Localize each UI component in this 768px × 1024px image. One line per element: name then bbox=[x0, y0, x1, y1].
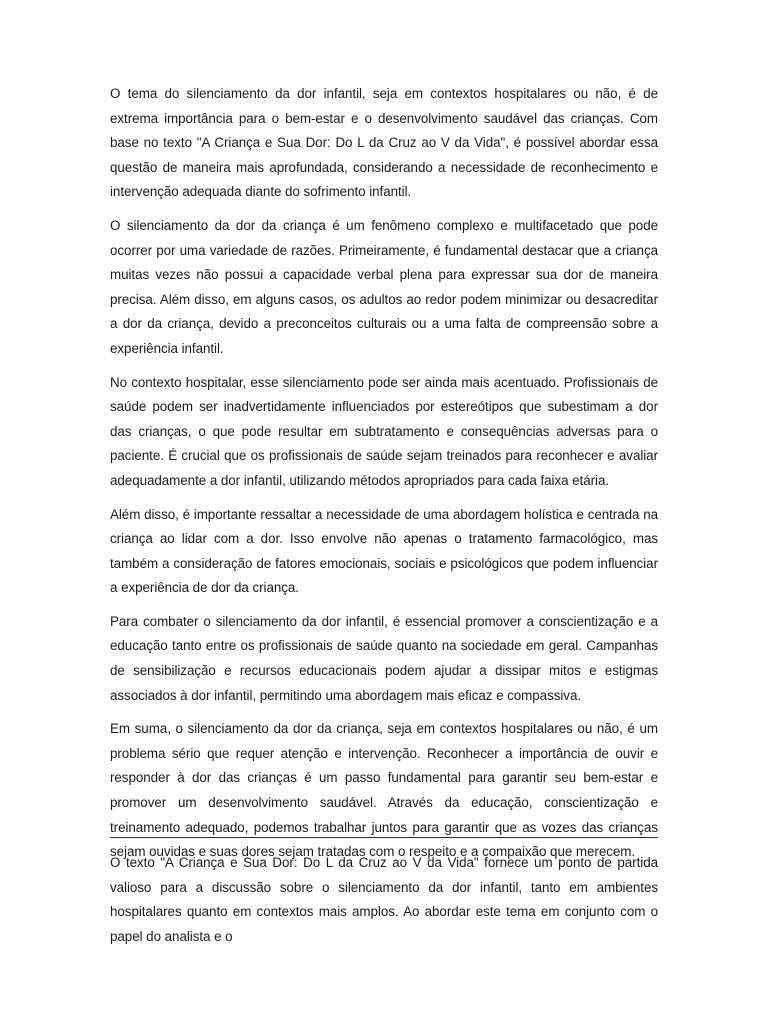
paragraph-continuation: O texto "A Criança e Sua Dor: Do L da Cruz ao V da Vida" fornece um ponto de partida valioso para a discussão sobre o silenciamento da dor infantil, tanto em ambientes hospitalares quanto em contextos mais amplos. Ao abordar este tema em conjunto com o papel do analista e o bbox=[110, 855, 658, 944]
continuation-body bbox=[110, 851, 658, 958]
paragraph-2: O silenciamento da dor da criança é um fenômeno complexo e multifacetado que pode ocorrer por uma variedade de razões. Primeiramente, é fundamental destacar que a criança muitas vezes não possui a capacidade verbal plena para expressar sua dor de maneira precisa. Além disso, em alguns casos, os adultos ao redor podem minimizar ou desacreditar a dor da criança, devido a preconceitos culturais ou a uma falta de compreensão sobre a experiência infantil. bbox=[110, 217, 658, 356]
paragraph-4: Além disso, é importante ressaltar a necessidade de uma abordagem holística e centrada na criança ao lidar com a dor. Isso envolve não apenas o tratamento farmacológico, mas também a consideração de fatores emocionais, sociais e psicológicos que podem influenciar a experiência de dor da criança. bbox=[110, 506, 658, 596]
paragraph-1: O tema do silenciamento da dor infantil, seja em contextos hospitalares ou não, é de extrema importância para o bem-estar e o desenvolvimento saudável das crianças. Com base no texto "A Criança e Sua Dor: Do L da Cruz ao V da Vida", é possível abordar essa questão de maneira mais aprofundada, considerando a necessidade de reconhecimento e intervenção adequada diante do sofrimento infantil. bbox=[110, 86, 658, 200]
paragraph-5: Para combater o silenciamento da dor infantil, é essencial promover a conscientização e a educação tanto entre os profissionais de saúde quanto na sociedade em geral. Campanhas de sensibilização e recursos educacionais podem ajudar a dissipar mitos e estigmas associados à dor infantil, permitindo uma abordagem mais eficaz e compassiva. bbox=[110, 613, 658, 703]
section-divider bbox=[110, 837, 658, 838]
paragraph-3: No contexto hospitalar, esse silenciamento pode ser ainda mais acentuado. Profissionais de saúde podem ser inadvertidamente influenciados por estereótipos que subestimam a dor das crianças, o que pode resultar em subtratamento e consequências adversas para o paciente. É crucial que os profissionais de saúde sejam treinados para reconhecer e avaliar adequadamente a dor infantil, utilizando métodos apropriados para cada faixa etária. bbox=[110, 374, 658, 488]
essay-body bbox=[110, 82, 658, 874]
paragraph-6: Em suma, o silenciamento da dor da criança, seja em contextos hospitalares ou não, é um problema sério que requer atenção e intervenção. Reconhecer a importância de ouvir e responder à dor das crianças é um passo fundamental para garantir seu bem-estar e promover um desenvolvimento saudável. Através da educação, conscientização e treinamento adequado, podemos trabalhar juntos para garantir que as vozes das crianças sejam ouvidas e suas dores sejam tratadas com o respeito e a compaixão que merecem. bbox=[110, 721, 658, 860]
